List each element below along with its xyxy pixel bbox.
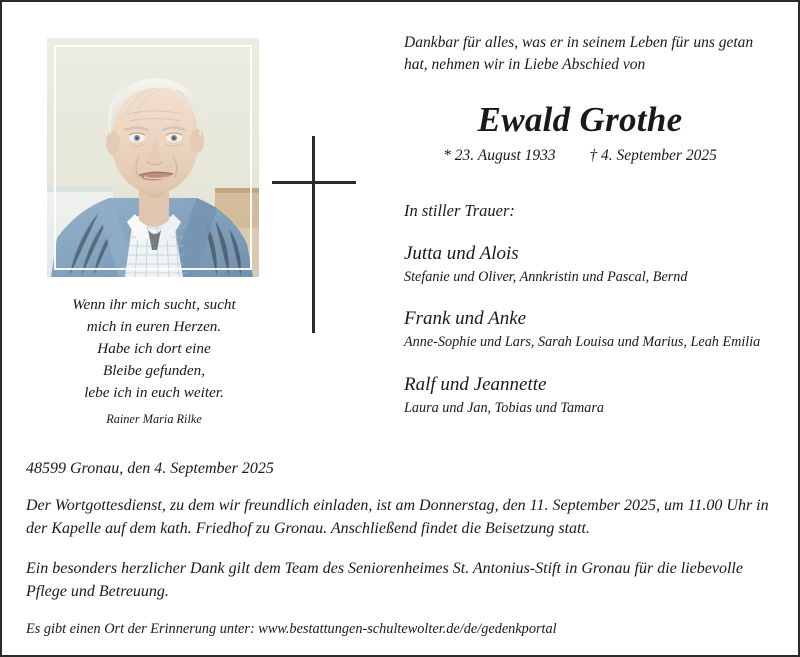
notice-footer xyxy=(26,460,780,639)
portrait-photo xyxy=(47,38,259,277)
portrait-photo-image xyxy=(47,38,259,277)
birth-date: * 23. August 1933 xyxy=(443,147,556,164)
cross-vertical-bar xyxy=(312,136,315,333)
family-sub-names: Laura und Jan, Tobias und Tamara xyxy=(404,399,604,416)
service-details: Der Wortgottesdienst, zu dem wir freundlich einladen, ist am Donnerstag, den 11. September 2025, um 11.00 Uhr in der Kapelle auf dem kath. Friedhof zu Gronau. Anschließend findet die Beisetzung statt. xyxy=(26,497,769,537)
quote-line: Bleibe gefunden, xyxy=(102,361,206,379)
family-group xyxy=(404,307,776,351)
memorial-quote xyxy=(26,294,282,427)
quote-author: Rainer Maria Rilke xyxy=(106,412,202,427)
intro-text: Dankbar für alles, was er in seinem Leben für uns getan hat, nehmen wir in Liebe Abschied von xyxy=(404,34,754,73)
quote-line: lebe ich in euch weiter. xyxy=(84,383,224,401)
notice-main-column xyxy=(404,32,776,417)
quote-line: Wenn ihr mich sucht, sucht xyxy=(72,296,236,313)
family-main-names: Frank und Anke xyxy=(404,308,527,330)
memorial-portal-note: Es gibt einen Ort der Erinnerung unter: www.bestattungen-schultewolter.de/de/gedenkportal xyxy=(26,620,557,637)
quote-line: Habe ich dort eine xyxy=(97,339,211,357)
family-sub-names: Stefanie und Oliver, Annkristin und Pascal, Bernd xyxy=(404,268,688,285)
family-sub-names: Anne-Sophie und Lars, Sarah Louisa und Marius, Leah Emilia xyxy=(404,334,761,351)
family-group xyxy=(404,373,776,417)
deceased-name: Ewald Grothe xyxy=(477,100,683,139)
cross-horizontal-bar xyxy=(272,181,356,184)
mourning-heading: In stiller Trauer: xyxy=(404,201,515,220)
place-and-date: 48599 Gronau, den 4. September 2025 xyxy=(26,460,274,477)
death-date: † 4. September 2025 xyxy=(589,147,717,164)
family-main-names: Ralf und Jeannette xyxy=(404,373,547,395)
life-dates xyxy=(404,147,776,165)
thanks-note: Ein besonders herzlicher Dank gilt dem Team des Seniorenheimes St. Antonius-Stift in Gronau für die liebevolle Pflege und Betreuung. xyxy=(26,559,743,600)
family-group xyxy=(404,242,776,286)
family-main-names: Jutta und Alois xyxy=(404,243,519,264)
quote-line: mich in euren Herzen. xyxy=(86,317,222,335)
